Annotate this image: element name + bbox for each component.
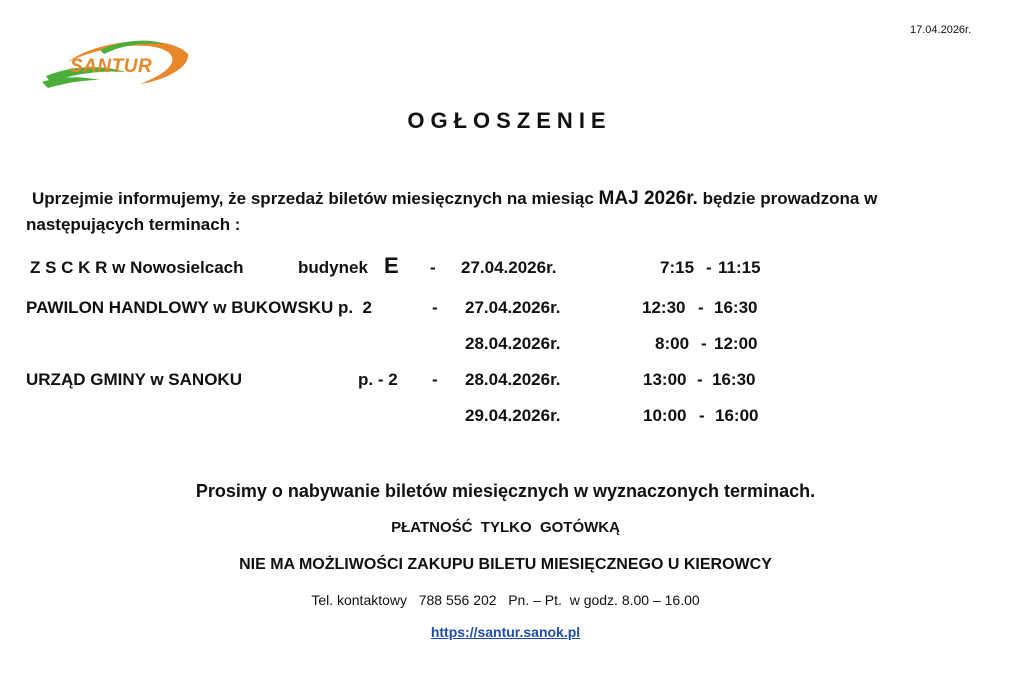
row-time-from: 12:30 xyxy=(642,298,686,317)
row-date: 27.04.2026r. xyxy=(461,258,557,277)
row-room: p. - 2 xyxy=(358,370,398,389)
row-building-label: budynek xyxy=(298,258,368,277)
row-time-to: 16:00 xyxy=(715,406,759,425)
row-time-sep: - xyxy=(698,298,704,317)
row-building: E xyxy=(384,253,399,278)
row-time-sep: - xyxy=(699,406,705,425)
row-dash: - xyxy=(432,298,438,317)
notice-request: Prosimy o nabywanie biletów miesięcznych w wyznaczonych terminach. xyxy=(195,481,816,501)
intro-paragraph xyxy=(26,186,986,238)
notice-no-driver-sale: NIE MA MOŻLIWOŚCI ZAKUPU BILETU MIESIĘCZNEGO U KIEROWCY xyxy=(239,556,772,573)
row-time-sep: - xyxy=(701,334,707,353)
row-time-to: 12:00 xyxy=(714,334,758,353)
row-time-from: 8:00 xyxy=(655,334,690,353)
row-place: Z S C K R w Nowosielcach xyxy=(30,258,244,277)
row-time-sep: - xyxy=(706,258,712,277)
row-time-to: 16:30 xyxy=(714,298,758,317)
intro-month: MAJ 2026r. xyxy=(598,188,698,209)
row-time-from: 10:00 xyxy=(643,406,687,425)
page-title: OGŁOSZENIE xyxy=(407,108,612,133)
row-date: 27.04.2026r. xyxy=(465,298,561,317)
website-link[interactable]: https://santur.sanok.pl xyxy=(430,624,581,640)
row-time-to: 16:30 xyxy=(712,370,756,389)
row-time-from: 7:15 xyxy=(660,258,695,277)
row-place: URZĄD GMINY w SANOKU xyxy=(26,370,242,389)
notice-payment: PŁATNOŚĆ TYLKO GOTÓWKĄ xyxy=(391,519,620,536)
row-dash: - xyxy=(430,258,436,277)
contact-info: Tel. kontaktowy 788 556 202 Pn. – Pt. w godz. 8.00 – 16.00 xyxy=(311,592,700,608)
row-place: PAWILON HANDLOWY w BUKOWSKU p. 2 xyxy=(26,298,372,317)
row-time-to: 11:15 xyxy=(718,258,761,277)
row-dash: - xyxy=(432,370,438,389)
row-date: 29.04.2026r. xyxy=(465,406,561,425)
document-date: 17.04.2026r. xyxy=(910,24,972,36)
intro-text-1: Uprzejmie informujemy, że sprzedaż biletów miesięcznych na miesiąc xyxy=(32,189,599,208)
row-date: 28.04.2026r. xyxy=(465,370,561,389)
website-link-wrapper xyxy=(0,624,1011,640)
intro-text-2: będzie prowadzona w następujących terminach : xyxy=(26,189,878,234)
logo-text: SANTUR xyxy=(70,56,153,77)
row-time-from: 13:00 xyxy=(643,370,687,389)
row-time-sep: - xyxy=(697,370,703,389)
row-date: 28.04.2026r. xyxy=(465,334,561,353)
santur-logo xyxy=(40,36,195,96)
